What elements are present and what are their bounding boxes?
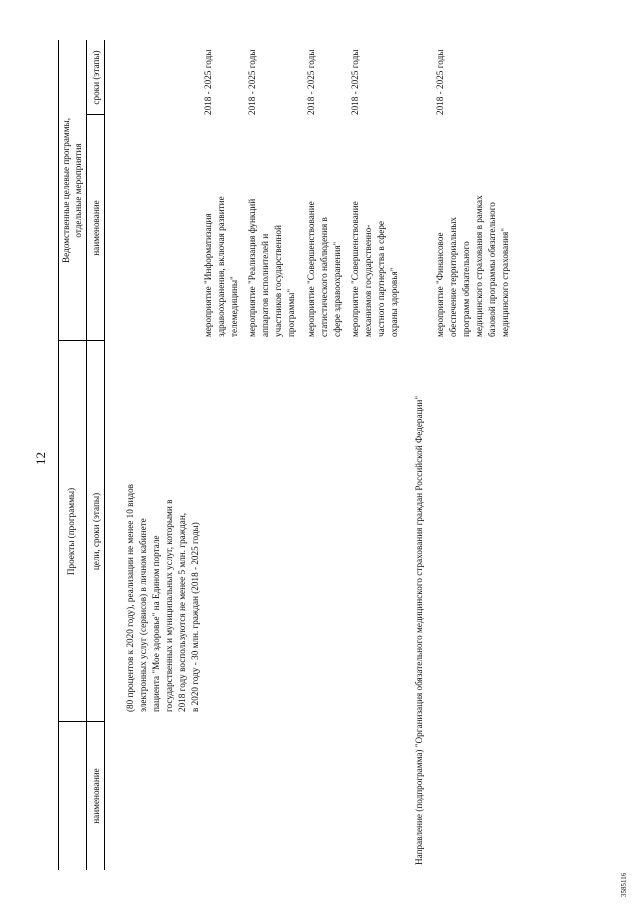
measure-name-line: мероприятие "Совершенствование bbox=[350, 201, 360, 337]
header-projects-col-goals: цели, сроки (этапы) bbox=[91, 492, 101, 571]
measure-name-line: медицинского страхования в рамках bbox=[474, 195, 484, 337]
goal-line: электронных услуг (сервисов) в личном кабинете bbox=[138, 518, 148, 712]
measure-terms: 2018 - 2025 годы bbox=[350, 49, 360, 115]
header-bottom-rule bbox=[104, 40, 105, 870]
measure-name-line: участников государственной bbox=[273, 225, 283, 337]
measure-name-line: механизмов государственно- bbox=[363, 224, 373, 337]
goal-line: государственных и муниципальных услуг, которыми в bbox=[164, 499, 174, 712]
goal-line: (80 процентов к 2020 году), реализации не менее 10 видов bbox=[125, 483, 135, 712]
table-top-rule bbox=[58, 40, 59, 870]
measure-name-line: медицинского страхования" bbox=[500, 227, 510, 337]
measure-name-line: телемедицины" bbox=[229, 276, 239, 337]
goal-line: 2018 году воспользуются не менее 5 млн. граждан, bbox=[177, 512, 187, 712]
measure-terms: 2018 - 2025 годы bbox=[247, 49, 257, 115]
measure-name-line: здравоохранения, включая развитие bbox=[216, 196, 226, 337]
header-programs-title-line1: Ведомственные целевые программы, bbox=[61, 118, 71, 264]
measure-name-line: сфере здравоохранения" bbox=[332, 241, 342, 337]
measure-name-line: частного партнерства в сфере bbox=[376, 220, 386, 337]
measure-terms: 2018 - 2025 годы bbox=[203, 49, 213, 115]
measure-terms: 2018 - 2025 годы bbox=[306, 49, 316, 115]
measure-name-line: мероприятие "Совершенствование bbox=[306, 201, 316, 337]
goal-line: в 2020 году - 30 млн. граждан (2018 - 2025 годы) bbox=[190, 522, 200, 712]
measure-name-line: программ обязательного bbox=[461, 241, 471, 337]
measure-name-line: мероприятие "Реализация функций bbox=[247, 198, 257, 337]
header-programs-col-name: наименование bbox=[91, 200, 101, 256]
header-projects-col-name: наименование bbox=[91, 768, 101, 824]
measure-name-line: мероприятие "Финансовое bbox=[435, 232, 445, 337]
document-id: 3585116 bbox=[620, 872, 628, 897]
header-projects-title: Проекты (программы) bbox=[66, 487, 76, 576]
section-heading: Направление (подпрограмма) "Организация обязательного медицинского страхования граждан Российской Федерации" bbox=[414, 395, 424, 865]
measure-name-line: аппаратов исполнителей и bbox=[260, 233, 270, 337]
measure-name-line: обеспечение территориальных bbox=[448, 216, 458, 337]
measure-name-line: статистического наблюдения в bbox=[319, 217, 329, 337]
measure-name-line: программы" bbox=[286, 288, 296, 337]
goal-line: пациента "Мое здоровье" на Едином портале bbox=[151, 535, 161, 712]
page-number: 12 bbox=[33, 452, 48, 465]
header-subrow-rule bbox=[86, 40, 87, 870]
measure-name-line: охраны здоровья" bbox=[389, 267, 399, 337]
header-programs-col-terms: сроки (этапы) bbox=[91, 50, 101, 105]
measure-name-line: мероприятие "Информатизация bbox=[203, 213, 213, 337]
measure-terms: 2018 - 2025 годы bbox=[435, 49, 445, 115]
measure-name-line: базовой программы обязательного bbox=[487, 202, 497, 337]
header-programs-title-line2: отдельные мероприятия bbox=[73, 143, 83, 238]
